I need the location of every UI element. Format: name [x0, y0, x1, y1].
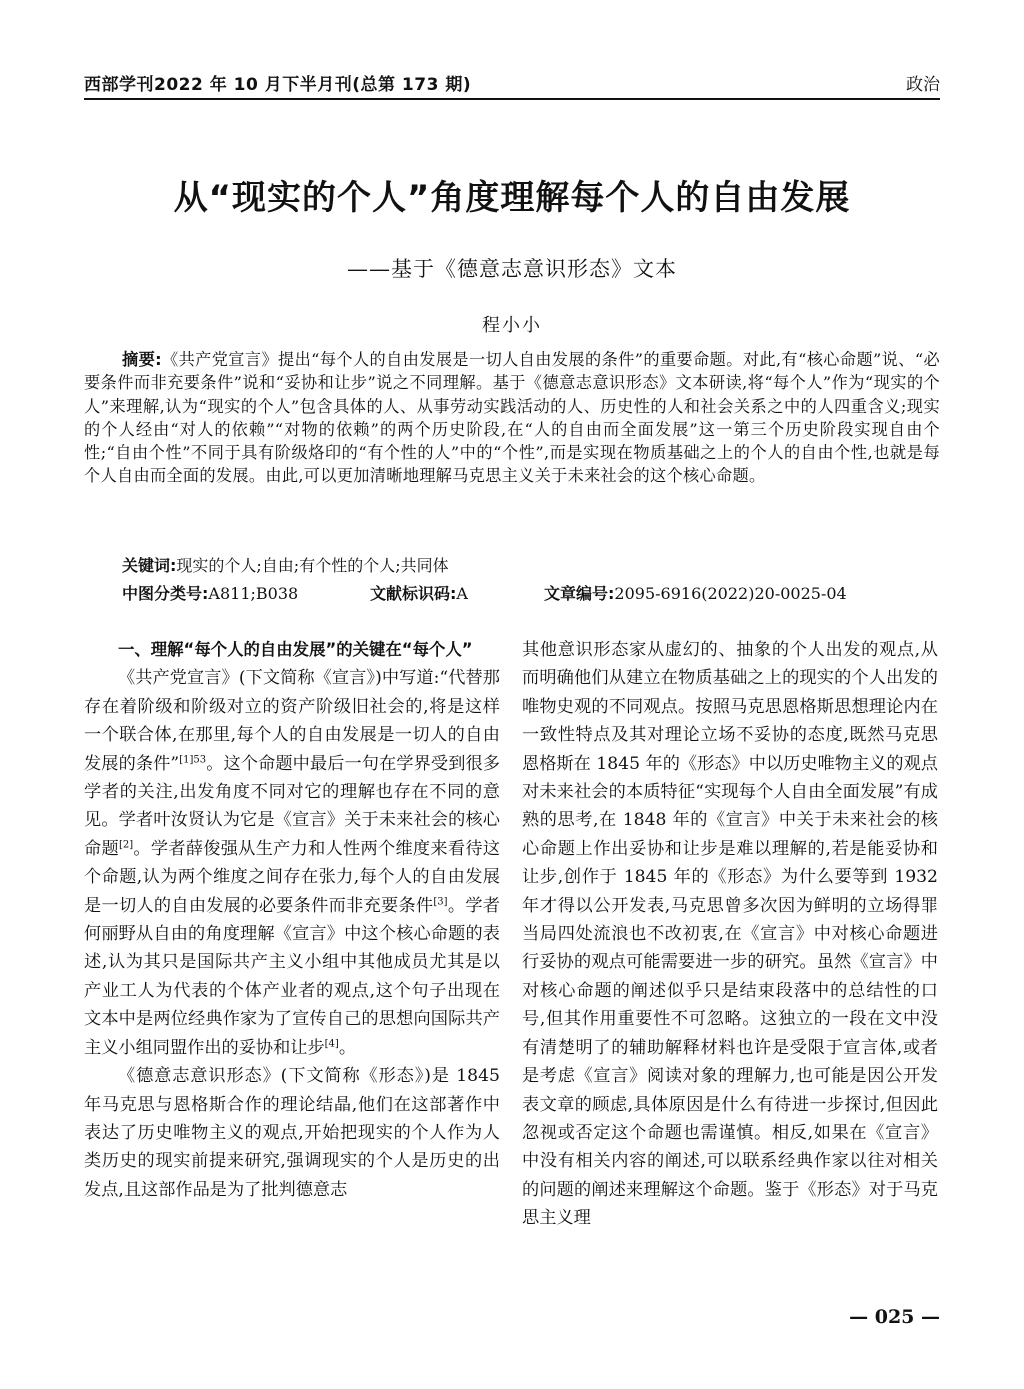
journal-info: 西部学刊2022 年 10 月下半月刊(总第 173 期): [84, 75, 472, 95]
abstract: [84, 348, 940, 488]
running-header: [84, 70, 940, 100]
paragraph-text: 。学者薛俊强从生产力和人性两个维度来看待这个命题,认为两个维度之间存在张力,每个人的自由发展是一切人的自由发展的必要条件而非充要条件: [84, 838, 500, 916]
keywords-text: 现实的个人;自由;有个性的个人;共同体: [176, 556, 449, 575]
paragraph-continued: 其他意识形态家从虚幻的、抽象的个人出发的观点,从而明确他们从建立在物质基础之上的现实的个人出发的唯物史观的不同观点。按照马克思恩格斯思想理论内在一致性特点及其对理论立场不妥协的态度,既然马克思恩格斯在 1845 年的《形态》中以历史唯物主义的观点对未来社会的本质特征“实现每个人自由全面发展”有成熟的思考,在 1848 年的《宣言》中关于未来社会的核心命题上作出妥协和让步是难以理解的,若是能妥协和让步,创作于 1845 年的《形态》为什么要等到 1932 年才得以公开发表,马克思曾多次因为鲜明的立场得罪当局四处流浪也不改初衷,在《宣言》中对核心命题进行妥协的观点可能需要进一步的研究。虽然《宣言》中对核心命题的阐述似乎只是结束段落中的总结性的口号,但其作用重要性不可忽略。这独立的一段在文中没有清楚明了的辅助解释材料也许是受限于宣言体,或者是考虑《宣言》阅读对象的理解力,也可能是因公开发表文章的顾虑,具体原因是什么有待进一步探讨,但因此忽视或否定这个命题也需谨慎。相反,如果在《宣言》中没有相关内容的阐述,可以联系经典作家以往对相关的问题的阐述来理解这个命题。鉴于《形态》对于马克思主义理: [522, 640, 938, 1229]
clc-label: 中图分类号:: [122, 584, 209, 603]
article-title: 从“现实的个人”角度理解每个人的自由发展: [173, 178, 851, 218]
section-heading: 一、理解“每个人的自由发展”的关键在“每个人”: [118, 640, 473, 659]
abstract-label: 摘要:: [122, 350, 162, 369]
doc-value: A: [456, 584, 468, 603]
keywords-label: 关键词:: [122, 556, 177, 575]
citation-ref[interactable]: [4]: [324, 1037, 339, 1049]
clc-value: A811;B038: [208, 584, 299, 603]
article-number: [544, 581, 847, 604]
paragraph: 《德意志意识形态》(下文简称《形态》)是 1845 年马克思与恩格斯合作的理论结晶,他们在这部著作中表达了历史唯物主义的观点,开始把现实的个人作为人类历史的现实前提来研究,强调现实的个人是历史的出发点,且这部作品是为了批判德意志: [84, 1066, 500, 1200]
citation-ref[interactable]: [3]: [433, 895, 448, 907]
citation-ref[interactable]: [1]53: [179, 753, 207, 765]
body-column-right: [522, 636, 938, 1233]
paragraph-text: 。: [338, 1037, 357, 1058]
art-value: 2095-6916(2022)20-0025-04: [614, 584, 847, 603]
paragraph-text: 。这个命题中最后一句在学界受到很多学者的关注,出发角度不同对它的理解也存在不同的意见。学者叶汝贤认为它是《宣言》关于未来社会的核心命题: [84, 753, 500, 859]
keywords: [122, 553, 449, 576]
header-rule: [84, 98, 940, 100]
clc-code: [122, 581, 298, 604]
author-name: 程小小: [482, 315, 542, 336]
doc-label: 文献标识码:: [370, 584, 457, 603]
body-column-left: [84, 636, 500, 1204]
section-label: 政治: [906, 75, 940, 95]
art-label: 文章编号:: [544, 584, 615, 603]
doc-code: [370, 581, 468, 604]
paragraph: [84, 664, 500, 1062]
citation-ref[interactable]: [2]: [118, 839, 134, 851]
article-subtitle: ——基于《德意志意识形态》文本: [347, 257, 677, 281]
page-number: — 025 —: [849, 1306, 940, 1328]
abstract-text: 《共产党宣言》提出“每个人的自由发展是一切人自由发展的条件”的重要命题。对此,有“核心命题”说、“必要条件而非充要条件”说和“妥协和让步”说之不同理解。基于《德意志意识形态》文本研读,将“每个人”作为“现实的个人”来理解,认为“现实的个人”包含具体的人、从事劳动实践活动的人、历史性的人和社会关系之中的人四重含义;现实的个人经由“对人的依赖”“对物的依赖”的两个历史阶段,在“人的自由而全面发展”这一第三个历史阶段实现自由个性;“自由个性”不同于具有阶级烙印的“有个性的人”中的“个性”,而是实现在物质基础之上的个人的自由个性,也就是每个人自由而全面的发展。由此,可以更加清晰地理解马克思主义关于未来社会的这个核心命题。: [84, 350, 940, 486]
paragraph-text: 《共产党宣言》(下文简称《宣言》)中写道:“代替那存在着阶级和阶级对立的资产阶级旧社会的,将是这样一个联合体,在那里,每个人的自由发展是一切人的自由发展的条件”: [84, 668, 500, 774]
paragraph-text: 。学者何丽野从自由的角度理解《宣言》中这个核心命题的表述,认为其只是国际共产主义小组中其他成员尤其是以产业工人为代表的个体产业者的观点,这个句子出现在文本中是两位经典作家为了宣传自己的思想向国际共产主义小组同盟作出的妥协和让步: [84, 895, 500, 1058]
